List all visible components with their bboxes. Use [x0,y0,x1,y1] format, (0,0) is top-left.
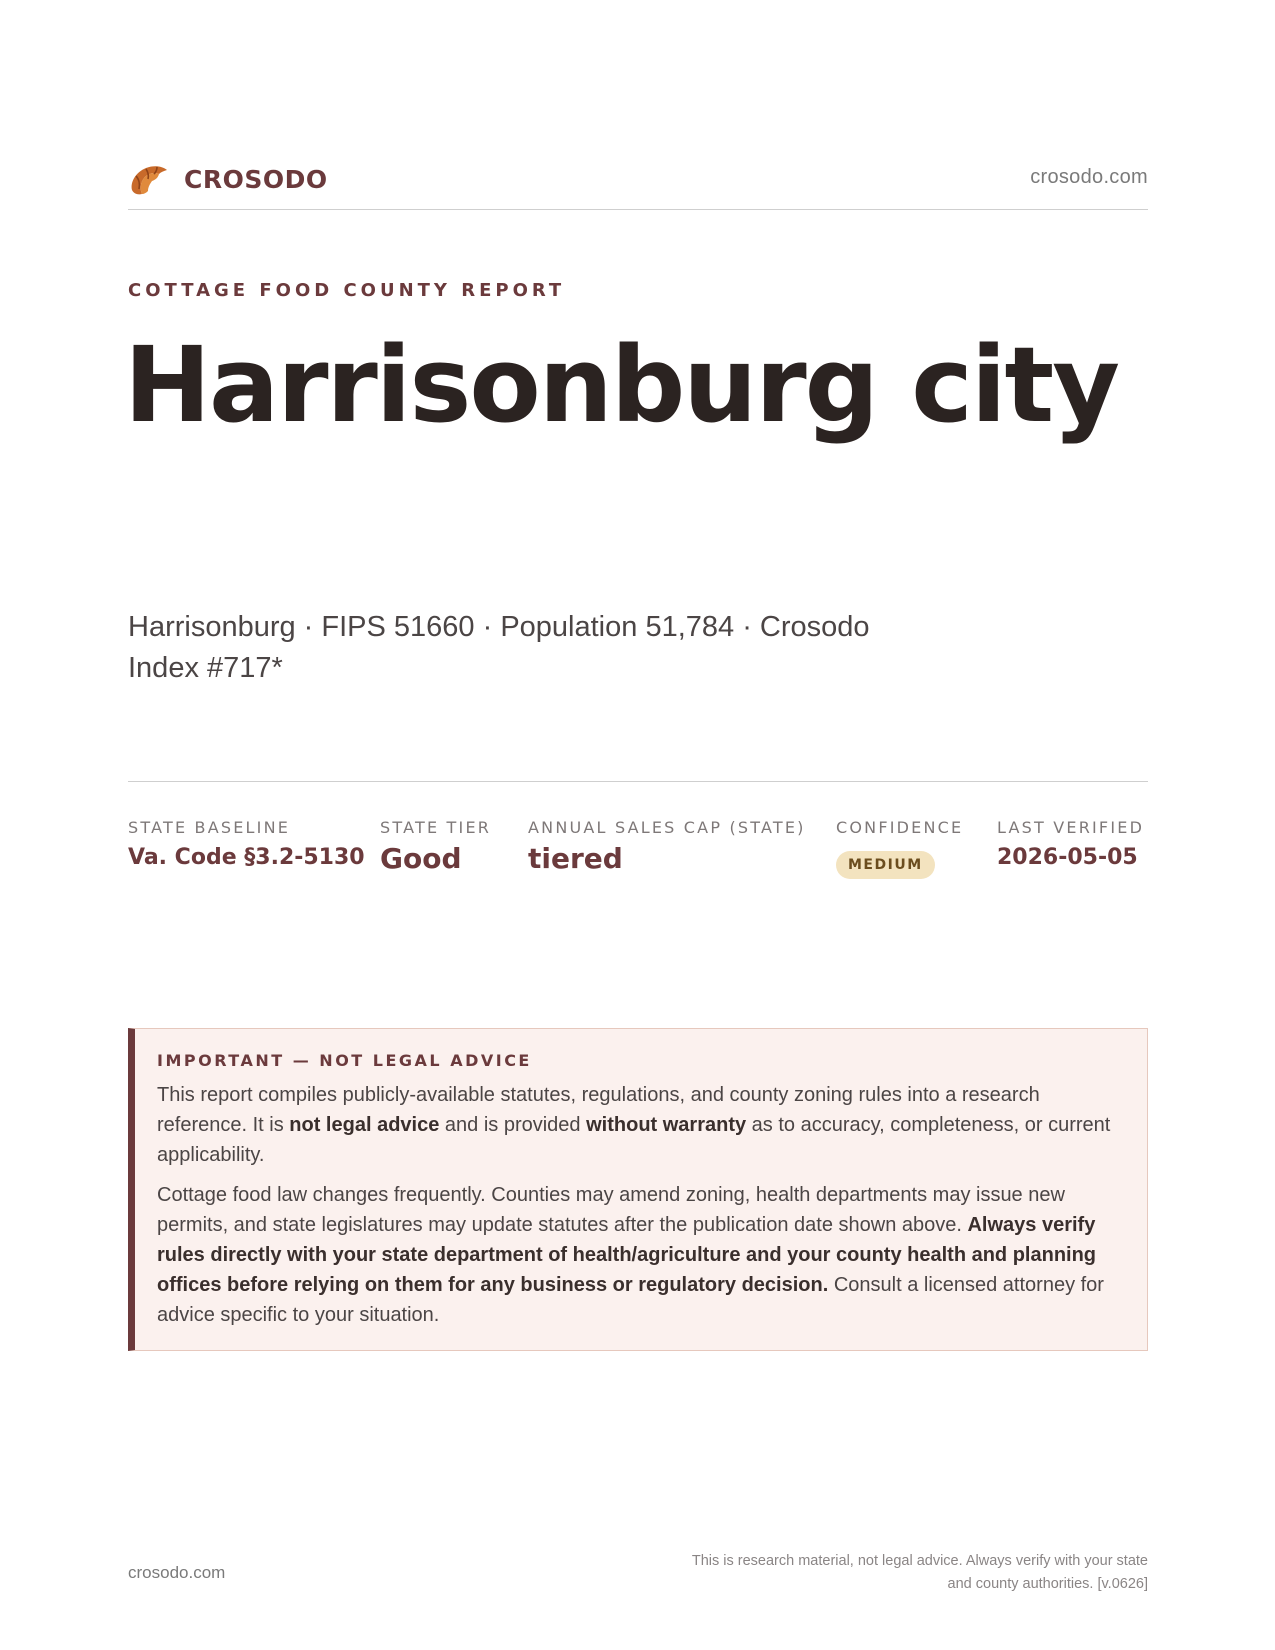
subtitle-line-1: Harrisonburg · FIPS 51660 · Population 51,784 · Crosodo [128,611,870,643]
stat-value: tiered [528,842,623,875]
footer-site-url[interactable]: crosodo.com [128,1563,226,1582]
stat-value: Va. Code §3.2-5130 [128,845,365,870]
subtitle-line-2: Index #717* [128,652,283,684]
stat-annual-sales-cap [528,818,806,875]
brand [128,160,328,200]
stat-label: STATE BASELINE [128,818,291,837]
stat-state-baseline [128,818,365,870]
page-title: Harrisonburg city [124,324,1119,446]
site-url[interactable]: crosodo.com [1030,166,1148,188]
footer-disclaimer-line-2: and county authorities. [v.0626] [947,1576,1148,1592]
stat-label: STATE TIER [380,818,492,837]
stat-value: Good [380,842,462,875]
stat-confidence [836,818,963,879]
report-eyebrow: COTTAGE FOOD COUNTY REPORT [128,280,566,301]
section-divider [128,781,1148,782]
stats-row [128,818,1148,898]
confidence-badge: MEDIUM [836,851,935,879]
notice-paragraph-1: This report compiles publicly-available statutes, regulations, and county zoning rules into a research reference. It is not legal advice and is provided without warranty as to accuracy, completeness, or current applicability. [157,1084,1111,1166]
stat-last-verified [997,818,1144,870]
stat-label: LAST VERIFIED [997,818,1145,837]
notice-paragraph-2: Cottage food law changes frequently. Counties may amend zoning, health departments may issue new permits, and state legislatures may update statutes after the publication date shown above. Always verify rules directly with your state department of health/agriculture and your county health and planning offices before relying on them for any business or regulatory decision. Consult a licensed attorney for advice specific to your situation. [157,1184,1104,1326]
stat-state-tier [380,818,491,875]
brand-name: CROSODO [184,165,328,194]
stat-label: CONFIDENCE [836,818,964,837]
croissant-icon [128,160,170,200]
stat-value: 2026-05-05 [997,845,1138,870]
stat-label: ANNUAL SALES CAP (STATE) [528,818,806,837]
footer-disclaimer-line-1: This is research material, not legal advice. Always verify with your state [691,1553,1148,1569]
report-page [124,0,1148,1650]
report-subtitle [128,607,928,689]
page-header [128,160,1148,210]
legal-notice [128,1028,1148,1351]
footer-disclaimer [628,1550,1148,1596]
notice-heading: IMPORTANT — NOT LEGAL ADVICE [157,1051,532,1070]
